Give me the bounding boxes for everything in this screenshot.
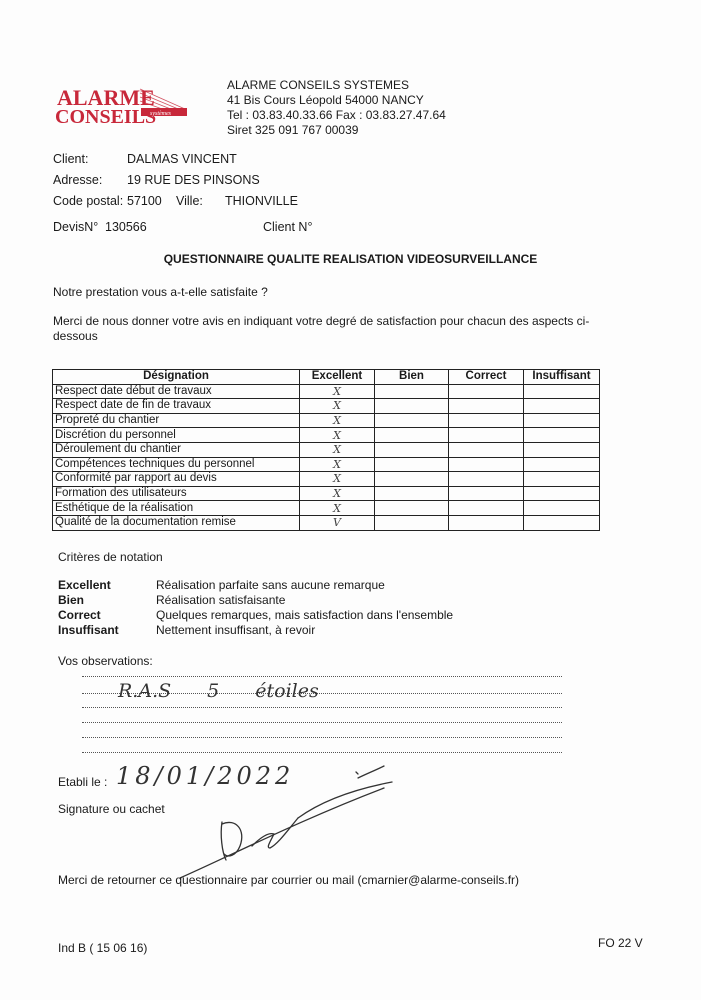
signature-label: Signature ou cachet: [58, 802, 165, 816]
postal-label: Code postal:: [53, 194, 124, 208]
client-value: DALMAS VINCENT: [127, 152, 237, 166]
criteria-title: Critères de notation: [58, 550, 163, 564]
header-bien: Bien: [375, 370, 449, 385]
bien-checkbox[interactable]: [375, 413, 449, 428]
excellent-checkbox[interactable]: X: [300, 428, 375, 443]
return-instructions: Merci de retourner ce questionnaire par courrier ou mail (cmarnier@alarme-conseils.fr): [58, 873, 520, 887]
address-label: Adresse:: [53, 173, 103, 187]
signature-image: [170, 760, 410, 885]
insuffisant-checkbox[interactable]: [524, 399, 600, 414]
company-logo: [55, 85, 190, 129]
observations-label: Vos observations:: [58, 654, 153, 668]
table-row: [53, 486, 600, 501]
insuffisant-checkbox[interactable]: [524, 457, 600, 472]
header-insuffisant: Insuffisant: [524, 370, 600, 385]
correct-checkbox[interactable]: [449, 515, 524, 530]
table-header-row: [53, 370, 600, 385]
bien-checkbox[interactable]: [375, 486, 449, 501]
client-label: Client:: [53, 152, 89, 166]
insuffisant-checkbox[interactable]: [524, 413, 600, 428]
excellent-checkbox[interactable]: X: [300, 442, 375, 457]
table-row: [53, 428, 600, 443]
table-row: [53, 515, 600, 530]
table-row: [53, 413, 600, 428]
header-correct: Correct: [449, 370, 524, 385]
header-excellent: Excellent: [300, 370, 375, 385]
table-row: [53, 442, 600, 457]
insuffisant-checkbox[interactable]: [524, 515, 600, 530]
correct-checkbox[interactable]: [449, 384, 524, 399]
header-designation: Désignation: [53, 370, 300, 385]
company-phone: Tel : 03.83.40.33.66 Fax : 03.83.27.47.64: [227, 108, 446, 122]
row-label: Formation des utilisateurs: [53, 486, 300, 501]
insuffisant-checkbox[interactable]: [524, 501, 600, 516]
row-label: Respect date de fin de travaux: [53, 399, 300, 414]
observation-line[interactable]: [82, 737, 562, 738]
quote-label: DevisN°: [53, 220, 99, 234]
address-value: 19 RUE DES PINSONS: [127, 173, 260, 187]
observations-handwriting: R.A.S 5 étoiles: [118, 680, 319, 702]
correct-checkbox[interactable]: [449, 472, 524, 487]
company-name: ALARME CONSEILS SYSTEMES: [227, 78, 410, 92]
excellent-checkbox[interactable]: X: [300, 472, 375, 487]
company-info: [227, 78, 446, 138]
question-satisfaction: Notre prestation vous a-t-elle satisfaite ?: [53, 285, 268, 299]
excellent-checkbox[interactable]: X: [300, 413, 375, 428]
row-label: Respect date début de travaux: [53, 384, 300, 399]
document-revision: Ind B ( 15 06 16): [58, 941, 148, 955]
row-label: Discrétion du personnel: [53, 428, 300, 443]
correct-checkbox[interactable]: [449, 501, 524, 516]
quote-value: 130566: [105, 220, 147, 234]
excellent-checkbox[interactable]: X: [300, 501, 375, 516]
insuffisant-checkbox[interactable]: [524, 486, 600, 501]
logo-line1: ALARME: [57, 85, 155, 110]
company-siret: Siret 325 091 767 00039: [227, 123, 359, 137]
form-code: FO 22 V: [598, 936, 643, 950]
client-number-label: Client N°: [263, 220, 313, 234]
observation-line[interactable]: [82, 722, 562, 723]
correct-checkbox[interactable]: [449, 428, 524, 443]
criteria-term: Insuffisant: [58, 623, 119, 637]
criteria-term: Bien: [58, 593, 85, 607]
logo-line2: CONSEILS: [55, 106, 157, 128]
row-label: Esthétique de la réalisation: [53, 501, 300, 516]
bien-checkbox[interactable]: [375, 442, 449, 457]
question-instructions: Merci de nous donner votre avis en indiquant votre degré de satisfaction pour chacun des aspects ci-dessous: [53, 314, 590, 343]
correct-checkbox[interactable]: [449, 486, 524, 501]
logo-tag: systèmes: [150, 111, 171, 117]
insuffisant-checkbox[interactable]: [524, 472, 600, 487]
excellent-checkbox[interactable]: X: [300, 457, 375, 472]
city-label: Ville:: [176, 194, 203, 208]
correct-checkbox[interactable]: [449, 413, 524, 428]
criteria-term: Excellent: [58, 578, 111, 592]
criteria-desc: Réalisation satisfaisante: [156, 593, 286, 607]
excellent-checkbox[interactable]: X: [300, 486, 375, 501]
row-label: Propreté du chantier: [53, 413, 300, 428]
page-title: QUESTIONNAIRE QUALITE REALISATION VIDEOSURVEILLANCE: [163, 252, 538, 266]
correct-checkbox[interactable]: [449, 399, 524, 414]
excellent-checkbox[interactable]: X: [300, 384, 375, 399]
correct-checkbox[interactable]: [449, 442, 524, 457]
table-row: [53, 384, 600, 399]
company-address: 41 Bis Cours Léopold 54000 NANCY: [227, 93, 424, 107]
postal-value: 57100: [127, 194, 162, 208]
insuffisant-checkbox[interactable]: [524, 384, 600, 399]
satisfaction-table: [52, 369, 600, 531]
row-label: Qualité de la documentation remise: [53, 515, 300, 530]
observation-line[interactable]: [82, 707, 562, 708]
bien-checkbox[interactable]: [375, 457, 449, 472]
bien-checkbox[interactable]: [375, 501, 449, 516]
row-label: Conformité par rapport au devis: [53, 472, 300, 487]
table-row: [53, 399, 600, 414]
criteria-term: Correct: [58, 608, 101, 622]
correct-checkbox[interactable]: [449, 457, 524, 472]
row-label: Déroulement du chantier: [53, 442, 300, 457]
insuffisant-checkbox[interactable]: [524, 428, 600, 443]
city-value: THIONVILLE: [225, 194, 298, 208]
excellent-checkbox[interactable]: V: [300, 515, 375, 530]
row-label: Compétences techniques du personnel: [53, 457, 300, 472]
table-row: [53, 472, 600, 487]
criteria-desc: Nettement insuffisant, à revoir: [156, 623, 316, 637]
table-row: [53, 457, 600, 472]
established-label: Etabli le :: [58, 775, 108, 789]
criteria-desc: Quelques remarques, mais satisfaction dans l'ensemble: [156, 608, 454, 622]
table-row: [53, 501, 600, 516]
bien-checkbox[interactable]: [375, 472, 449, 487]
bien-checkbox[interactable]: [375, 399, 449, 414]
bien-checkbox[interactable]: [375, 428, 449, 443]
established-date: 18/01/2022: [116, 762, 295, 790]
excellent-checkbox[interactable]: X: [300, 399, 375, 414]
bien-checkbox[interactable]: [375, 515, 449, 530]
bien-checkbox[interactable]: [375, 384, 449, 399]
observation-line[interactable]: [82, 752, 562, 753]
criteria-desc: Réalisation parfaite sans aucune remarque: [156, 578, 385, 592]
insuffisant-checkbox[interactable]: [524, 442, 600, 457]
observation-line[interactable]: [82, 676, 562, 677]
